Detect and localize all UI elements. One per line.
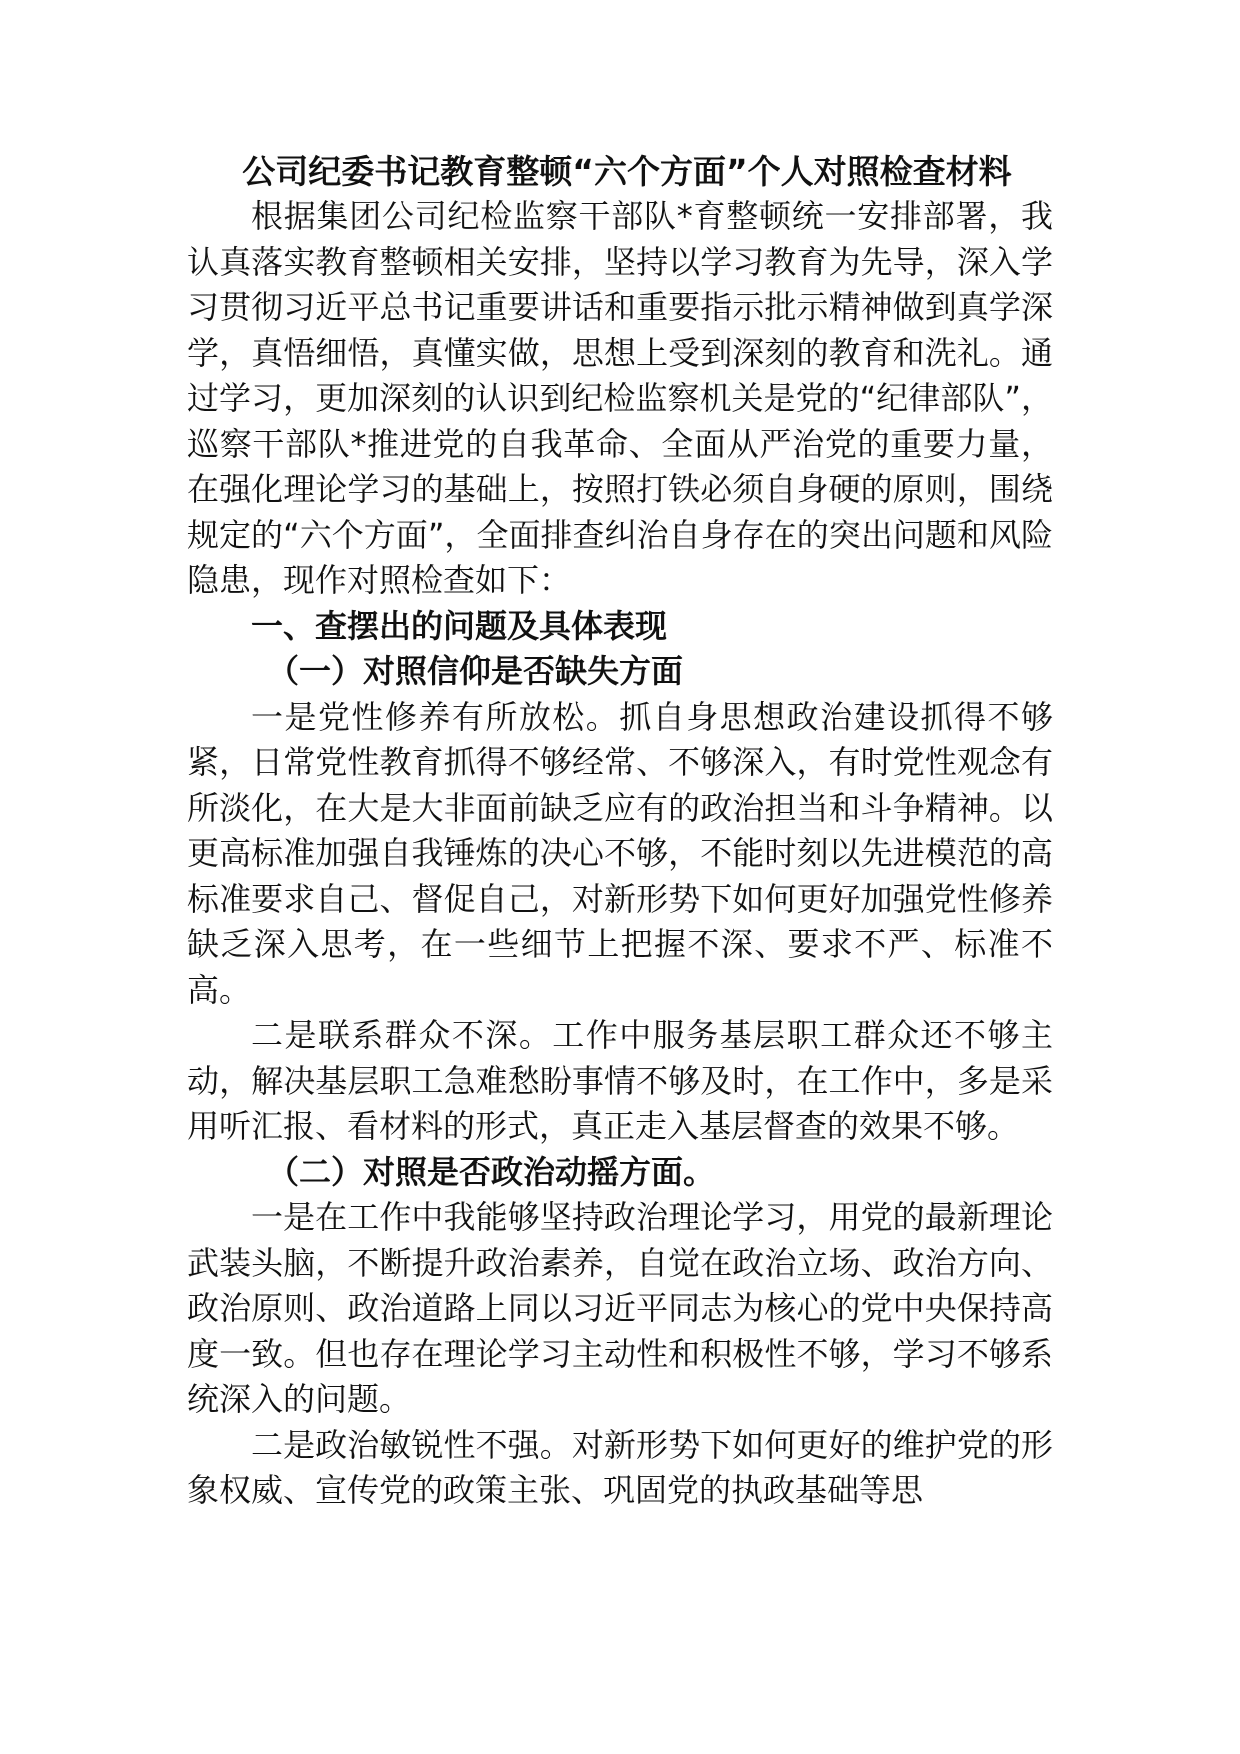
document-title: 公司纪委书记教育整顿“六个方面”个人对照检查材料 [242,152,1012,191]
subsection-heading-2: （二）对照是否政治动摇方面。 [267,1152,716,1191]
subsection-heading-1: （一）对照信仰是否缺失方面 [267,652,684,690]
intro-paragraph: 根据集团公司纪检监察干部队*育整顿统一安排部署，我认真落实教育整顿相关安排，坚持以学习教育为先导，深入学习贯彻习近平总书记重要讲话和重要指示批示精神做到真学深学，真悟细悟，真懂实做，思想上受到深刻的教育和洗礼。通过学习，更加深刻的认识到纪检监察机关是党的“纪律部队”，巡察干部队*推进党的自我革命、全面从严治党的重要力量，在强化理论学习的基础上，按照打铁必须自身硬的原则，围绕规定的“六个方面”，全面排查纠治自身存在的突出问题和风险隐患，现作对照检查如下： [187,197,1053,599]
paragraph: 二是联系群众不深。工作中服务基层职工群众还不够主动，解决基层职工急难愁盼事情不够及时，在工作中，多是采用听汇报、看材料的形式，真正走入基层督查的效果不够。 [187,1016,1053,1145]
section-heading: 一、查摆出的问题及具体表现 [251,606,668,645]
paragraph: 一是在工作中我能够坚持政治理论学习，用党的最新理论武装头脑，不断提升政治素养，自觉在政治立场、政治方向、政治原则、政治道路上同以习近平同志为核心的党中央保持高度一致。但也存在理论学习主动性和积极性不够，学习不够系统深入的问题。 [187,1198,1053,1418]
document-page [187,150,1053,1514]
paragraph: 二是政治敏锐性不强。对新形势下如何更好的维护党的形象权威、宣传党的政策主张、巩固党的执政基础等思 [187,1425,1053,1509]
paragraph: 一是党性修养有所放松。抓自身思想政治建设抓得不够紧，日常党性教育抓得不够经常、不够深入，有时党性观念有所淡化，在大是大非面前缺乏应有的政治担当和斗争精神。以更高标准加强自我锤炼的决心不够，不能时刻以先进模范的高标准要求自己、督促自己，对新形势下如何更好加强党性修养缺乏深入思考，在一些细节上把握不深、要求不严、标准不高。 [187,697,1053,1009]
